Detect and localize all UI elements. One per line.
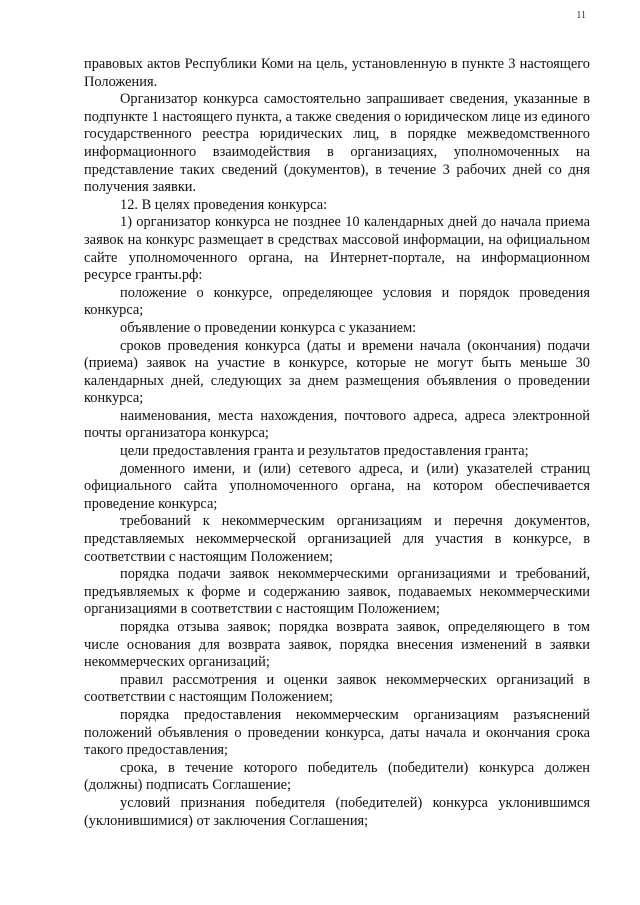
paragraph: 1) организатор конкурса не позднее 10 календарных дней до начала приема заявок на конкурс размещает в средствах массовой информации, на официальном сайте уполномоченного органа, на Интернет-портале, на информационном ресурсе гранты.рф: [84,214,590,284]
paragraph: наименования, места нахождения, почтового адреса, адреса электронной почты организатора конкурса; [84,407,590,442]
paragraph: правовых актов Республики Коми на цель, установленную в пункте 3 настоящего Положения. [84,56,590,90]
paragraph: требований к некоммерческим организациям и перечня документов, представляемых некоммерческой организацией для участия в конкурсе, в соответствии с настоящим Положением; [84,513,590,565]
paragraph: условий признания победителя (победителей) конкурса уклонившимся (уклонившимися) от заключения Соглашения; [84,794,590,829]
paragraph: цели предоставления гранта и результатов предоставления гранта; [120,443,529,460]
page-number: 11 [576,10,586,21]
paragraph: положение о конкурсе, определяющее условия и порядок проведения конкурса; [84,284,590,319]
paragraph: доменного имени, и (или) сетевого адреса, и (или) указателей страниц официального сайта уполномоченного органа, на котором обеспечивается проведение конкурса; [84,460,590,512]
paragraph: Организатор конкурса самостоятельно запрашивает сведения, указанные в подпункте 1 настоящего пункта, а также сведения о юридическом лице из единого государственного реестра юридических лиц, в порядке межведомственного информационного взаимодействия в организациях, уполномоченных на представление таких сведений (документов), в течение 3 рабочих дней со дня получения заявки. [84,91,590,196]
document-body [84,56,590,830]
paragraph: объявление о проведении конкурса с указанием: [120,319,417,336]
paragraph: порядка подачи заявок некоммерческими организациями и требований, предъявляемых к форме и содержанию заявок, подаваемых некоммерческими организациями в соответствии с настоящим Положением; [84,566,590,618]
paragraph: порядка предоставления некоммерческим организациям разъяснений положений объявления о проведении конкурса, даты начала и окончания срока такого предоставления; [84,706,590,759]
paragraph: сроков проведения конкурса (даты и времени начала (окончания) подачи (приема) заявок на участие в конкурсе, которые не могут быть меньше 30 календарных дней, следующих за днем размещения объявления о проведении конкурса; [84,337,590,407]
paragraph: порядка отзыва заявок; порядка возврата заявок, определяющего в том числе основания для возврата заявок, порядка внесения изменений в заявки некоммерческих организаций; [84,619,590,671]
paragraph: правил рассмотрения и оценки заявок некоммерческих организаций в соответствии с настоящим Положением; [84,671,590,706]
paragraph: 12. В целях проведения конкурса: [120,196,328,213]
paragraph: срока, в течение которого победитель (победители) конкурса должен (должны) подписать Соглашение; [84,759,590,794]
